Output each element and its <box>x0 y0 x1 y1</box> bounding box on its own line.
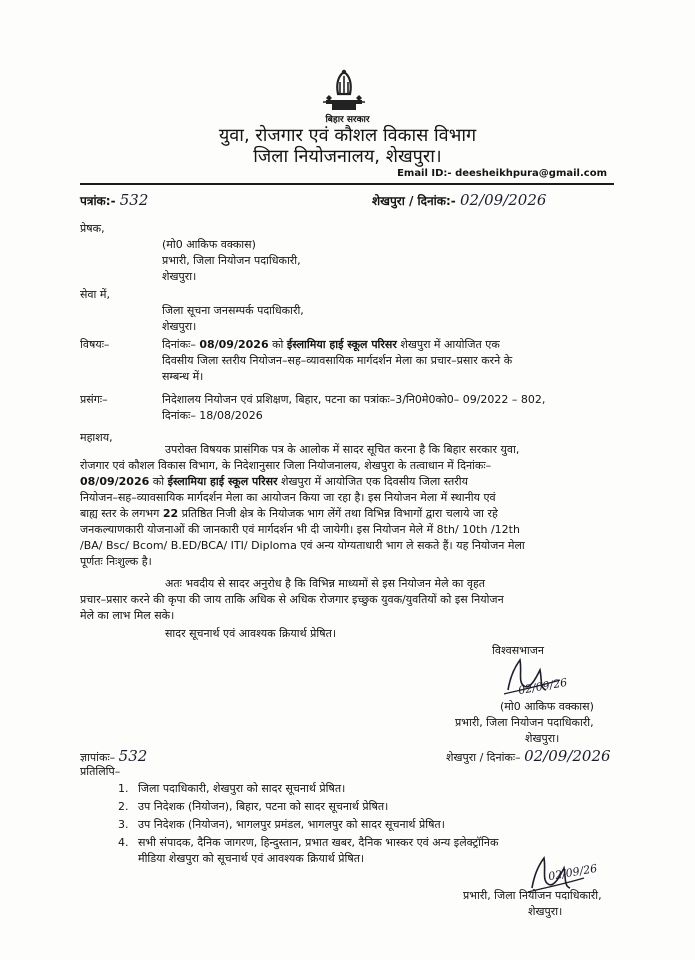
body-line: उपरोक्त विषयक प्रासंगिक पत्र के आलोक में सादर सूचित करना है कि बिहार सरकार युवा, <box>165 443 520 456</box>
copy-item-continued: मीडिया शेखपुरा को सूचनार्थ एवं आवश्यक क्रियार्थ प्रेषित। <box>138 852 365 865</box>
employer-count: 22 <box>162 507 179 520</box>
copy-item <box>118 818 445 832</box>
letter-date-value: 02/09/2026 <box>459 191 547 209</box>
copy-item-text: उप निदेशक (नियोजन), बिहार, पटना को सादर सूचनार्थ प्रेषित। <box>138 800 389 813</box>
sender-designation: प्रभारी, जिला नियोजन पदाधिकारी, <box>162 254 301 267</box>
event-date: 08/09/2026 <box>80 475 150 488</box>
signatory-place: शेखपुरा। <box>528 905 563 918</box>
subject-text: को <box>272 338 284 351</box>
copy-item <box>118 800 388 814</box>
signatory-place: शेखपुरा। <box>525 732 560 745</box>
closing: विश्वसभाजन <box>492 644 545 657</box>
body-line: /BA/ Bsc/ Bcom/ B.ED/BCA/ ITI/ Diploma एवं अन्य योग्यताधारी भाग ले सकते हैं। यह नियोजन मेला <box>80 539 525 552</box>
signature-date: 02/09/26 <box>517 675 569 698</box>
body-line: सादर सूचनार्थ एवं आवश्यक क्रियार्थ प्रेषित। <box>165 627 337 640</box>
subject-line-1 <box>162 338 500 352</box>
memo-place-date-label: शेखपुरा / दिनांकः– <box>446 751 521 764</box>
recipient-label: सेवा में, <box>80 288 110 301</box>
subject-line-2: दिवसीय जिला स्तरीय नियोजन–सह–व्यावसायिक मार्गदर्शन मेला का प्रचार–प्रसार करने के <box>162 354 513 367</box>
sender-name: (मो0 आकिफ वक्कास) <box>162 238 256 251</box>
reference-line-2: दिनांकः– 18/08/2026 <box>162 409 263 422</box>
copy-item <box>118 782 345 796</box>
govt-name: बिहार सरकार <box>325 115 370 125</box>
subject-label: विषयः– <box>80 338 110 351</box>
signatory-designation: प्रभारी, जिला नियोजन पदाधिकारी, <box>455 716 594 729</box>
body-line: जनकल्याणकारी योजनाओं की जानकारी एवं मार्गदर्शन भी दी जायेगी। इस नियोजन मेले में 8th/ 10th /12th <box>80 523 520 536</box>
subject-text: शेखपुरा में आयोजित एक <box>400 338 500 351</box>
letter-number <box>80 193 148 209</box>
email-address: deesheikhpura@gmail.com <box>455 168 607 179</box>
subject-date: 08/09/2026 <box>199 338 269 351</box>
copy-item-text: उप निदेशक (नियोजन), भागलपुर प्रमंडल, भागलपुर को सादर सूचनार्थ प्रेषित। <box>138 818 445 831</box>
letter-number-label: पत्रांक:- <box>80 194 116 208</box>
memo-number <box>80 749 147 765</box>
memo-date-value: 02/09/2026 <box>524 747 611 765</box>
reference-label: प्रसंगः– <box>80 393 108 406</box>
recipient-place: शेखपुरा। <box>162 320 197 333</box>
salutation: महाशय, <box>80 431 113 444</box>
reference-line-1: निदेशालय नियोजन एवं प्रशिक्षण, बिहार, पटना का पत्रांकः–3/नि0मे0को0– 09/2022 – 802, <box>162 393 546 406</box>
copy-item-text: सभी संपादक, दैनिक जागरण, हिन्दुस्तान, प्रभात खबर, दैनिक भास्कर एवं अन्य इलेक्ट्रॉनिक <box>138 836 499 849</box>
body-text: बाह्य स्तर के लगभग <box>80 507 160 520</box>
copy-item-number: 3. <box>118 818 129 831</box>
memo-number-label: ज्ञापांकः– <box>80 751 116 764</box>
department-name: युवा, रोजगार एवं कौशल विकास विभाग <box>218 125 477 146</box>
copy-item-number: 4. <box>118 836 129 849</box>
recipient-designation: जिला सूचना जनसम्पर्क पदाधिकारी, <box>162 304 304 317</box>
header-divider <box>80 183 614 185</box>
body-line: रोजगार एवं कौशल विकास विभाग, के निदेशानुसार जिला नियोजनालय, शेखपुरा के तत्वाधान में दिनांकः– <box>80 459 492 472</box>
event-venue: ईस्लामिया हाई स्कूल परिसर <box>167 475 278 488</box>
body-line: मेले का लाभ मिल सके। <box>80 609 175 622</box>
body-line: पूर्णतः निःशुल्क है। <box>80 555 152 568</box>
signatory-designation: प्रभारी, जिला नियोजन पदाधिकारी, <box>463 889 602 902</box>
subject-venue: ईस्लामिया हाई स्कूल परिसर <box>286 338 397 351</box>
email-line <box>397 168 607 179</box>
email-label: Email ID:- <box>397 168 452 179</box>
body-text: शेखपुरा में आयोजित एक दिवसीय जिला स्तरीय <box>281 475 469 488</box>
copy-item <box>118 836 498 850</box>
letter-place-date <box>372 193 546 209</box>
copy-label: प्रतिलिपि– <box>80 765 121 778</box>
sender-place: शेखपुरा। <box>162 270 197 283</box>
memo-number-value: 532 <box>118 747 148 765</box>
subject-line-3: सम्बन्ध में। <box>162 370 204 383</box>
body-text: प्रतिष्ठित निजी क्षेत्र के नियोजक भाग लेंगें तथा विभिन्न विभागों द्वारा चलाये जा रहे <box>181 507 498 520</box>
bihar-govt-emblem-icon <box>318 66 370 112</box>
body-line <box>80 475 468 489</box>
office-name: जिला नियोजनालय, शेखपुरा। <box>253 146 442 167</box>
body-line: प्रचार–प्रसार करने की कृपा की जाय ताकि अधिक से अधिक रोजगार इच्छुक युवक/युवतियों को इस नियोजन <box>80 593 504 606</box>
signatory-name: (मो0 आकिफ वक्कास) <box>500 700 594 713</box>
body-text: को <box>152 475 165 488</box>
subject-date-label: दिनांकः– <box>162 338 196 351</box>
memo-place-date <box>446 749 611 765</box>
letter-number-value: 532 <box>119 191 149 209</box>
copy-item-text: जिला पदाधिकारी, शेखपुरा को सादर सूचनार्थ प्रेषित। <box>138 782 346 795</box>
signature-date: 02/09/26 <box>547 861 599 884</box>
body-line: नियोजन–सह–व्यावसायिक मार्गदर्शन मेला का आयोजन किया जा रहा है। इस नियोजन मेला में स्थानीय एवं <box>80 491 496 504</box>
copy-item-number: 2. <box>118 800 129 813</box>
sender-label: प्रेषक, <box>80 222 105 235</box>
copy-item-number: 1. <box>118 782 129 795</box>
place-date-label: शेखपुरा / दिनांक:- <box>372 194 456 208</box>
body-line <box>80 507 498 521</box>
body-line: अतः भवदीय से सादर अनुरोध है कि विभिन्न माध्यमों से इस नियोजन मेले का वृहत <box>165 577 486 590</box>
